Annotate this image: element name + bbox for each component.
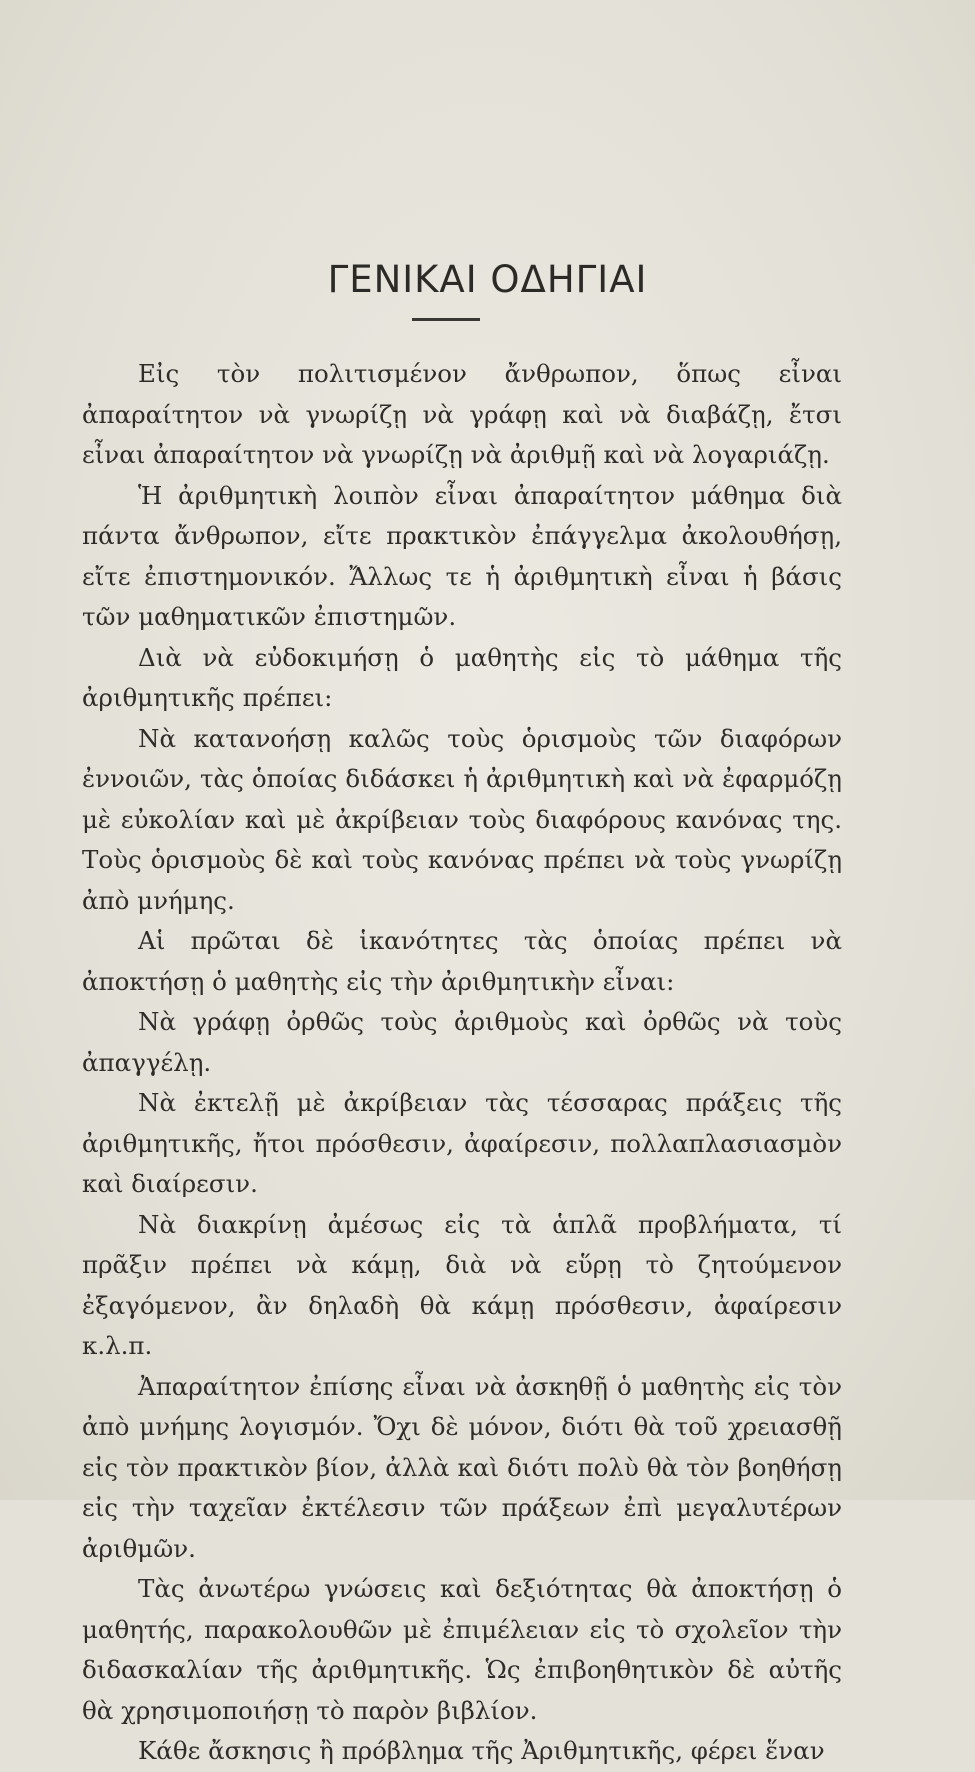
body-text [82,354,842,1772]
paragraph: Νὰ γράφῃ ὀρθῶς τοὺς ἀριθμοὺς καὶ ὀρθῶς νὰ τοὺς ἀπαγγέλῃ. [82,1007,842,1077]
paragraph: Νὰ ἐκτελῇ μὲ ἀκρίβειαν τὰς τέσσαρας πράξεις τῆς ἀριθμητικῆς, ἤτοι πρόσθεσιν, ἀφαίρεσιν, πολλαπλασιασμὸν καὶ διαίρεσιν. [82,1088,842,1198]
page-title: ΓΕΝΙΚΑΙ ΟΔΗΓΙΑΙ [327,258,648,301]
paragraph: Εἰς τὸν πολιτισμένον ἄνθρωπον, ὅπως εἶναι ἀπαραίτητον νὰ γνωρίζῃ νὰ γράφῃ καὶ νὰ διαβάζῃ, ἔτσι εἶναι ἀπαραίτητον νὰ γνωρίζῃ νὰ ἀριθμῇ καὶ νὰ λογαριάζῃ. [82,359,842,469]
paragraph: Κάθε ἄσκησις ἢ πρόβλημα τῆς Ἀριθμητικῆς, φέρει ἕναν [138,1736,825,1765]
paragraph: Τὰς ἀνωτέρω γνώσεις καὶ δεξιότητας θὰ ἀποκτήσῃ ὁ μαθητής, παρακολουθῶν μὲ ἐπιμέλειαν εἰς τὸ σχολεῖον τὴν διδασκαλίαν τῆς ἀριθμητικῆς. Ὡς ἐπιβοηθητικὸν δὲ αὐτῆς θὰ χρησιμοποιήσῃ τὸ παρὸν βιβλίον. [82,1574,842,1725]
paragraph: Ἀπαραίτητον ἐπίσης εἶναι νὰ ἀσκηθῇ ὁ μαθητὴς εἰς τὸν ἀπὸ μνήμης λογισμόν. Ὄχι δὲ μόνον, διότι θὰ τοῦ χρειασθῇ εἰς τὸν πρακτικὸν βίον, ἀλλὰ καὶ διότι πολὺ θὰ τὸν βοηθήσῃ εἰς τὴν ταχεῖαν ἐκτέλεσιν τῶν πράξεων ἐπὶ μεγαλυτέρων ἀριθμῶν. [82,1371,842,1563]
paragraph: Νὰ διακρίνῃ ἀμέσως εἰς τὰ ἁπλᾶ προβλήματα, τί πρᾶξιν πρέπει νὰ κάμῃ, διὰ νὰ εὕρῃ τὸ ζητούμενον ἐξαγόμενον, ἂν δηλαδὴ θὰ κάμῃ πρόσθεσιν, ἀφαίρεσιν κ.λ.π. [82,1209,842,1360]
paragraph: Νὰ κατανοήσῃ καλῶς τοὺς ὁρισμοὺς τῶν διαφόρων ἐννοιῶν, τὰς ὁποίας διδάσκει ἡ ἀριθμητικὴ καὶ νὰ ἐφαρμόζῃ μὲ εὐκολίαν καὶ μὲ ἀκρίβειαν τοὺς διαφόρους κανόνας της. Τοὺς ὁρισμοὺς δὲ καὶ τοὺς κανόνας πρέπει νὰ τοὺς γνωρίζῃ ἀπὸ μνήμης. [82,723,842,915]
title-divider [412,318,480,321]
paragraph: Ἡ ἀριθμητικὴ λοιπὸν εἶναι ἀπαραίτητον μάθημα διὰ πάντα ἄνθρωπον, εἴτε πρακτικὸν ἐπάγγελμα ἀκολουθήσῃ, εἴτε ἐπιστημονικόν. Ἄλλως τε ἡ ἀριθμητικὴ εἶναι ἡ βάσις τῶν μαθηματικῶν ἐπιστημῶν. [82,480,842,631]
paragraph: Διὰ νὰ εὐδοκιμήσῃ ὁ μαθητὴς εἰς τὸ μάθημα τῆς ἀριθμητικῆς πρέπει: [82,642,842,712]
paragraph: Αἱ πρῶται δὲ ἱκανότητες τὰς ὁποίας πρέπει νὰ ἀποκτήσῃ ὁ μαθητὴς εἰς τὴν ἀριθμητικὴν εἶναι: [82,926,842,996]
